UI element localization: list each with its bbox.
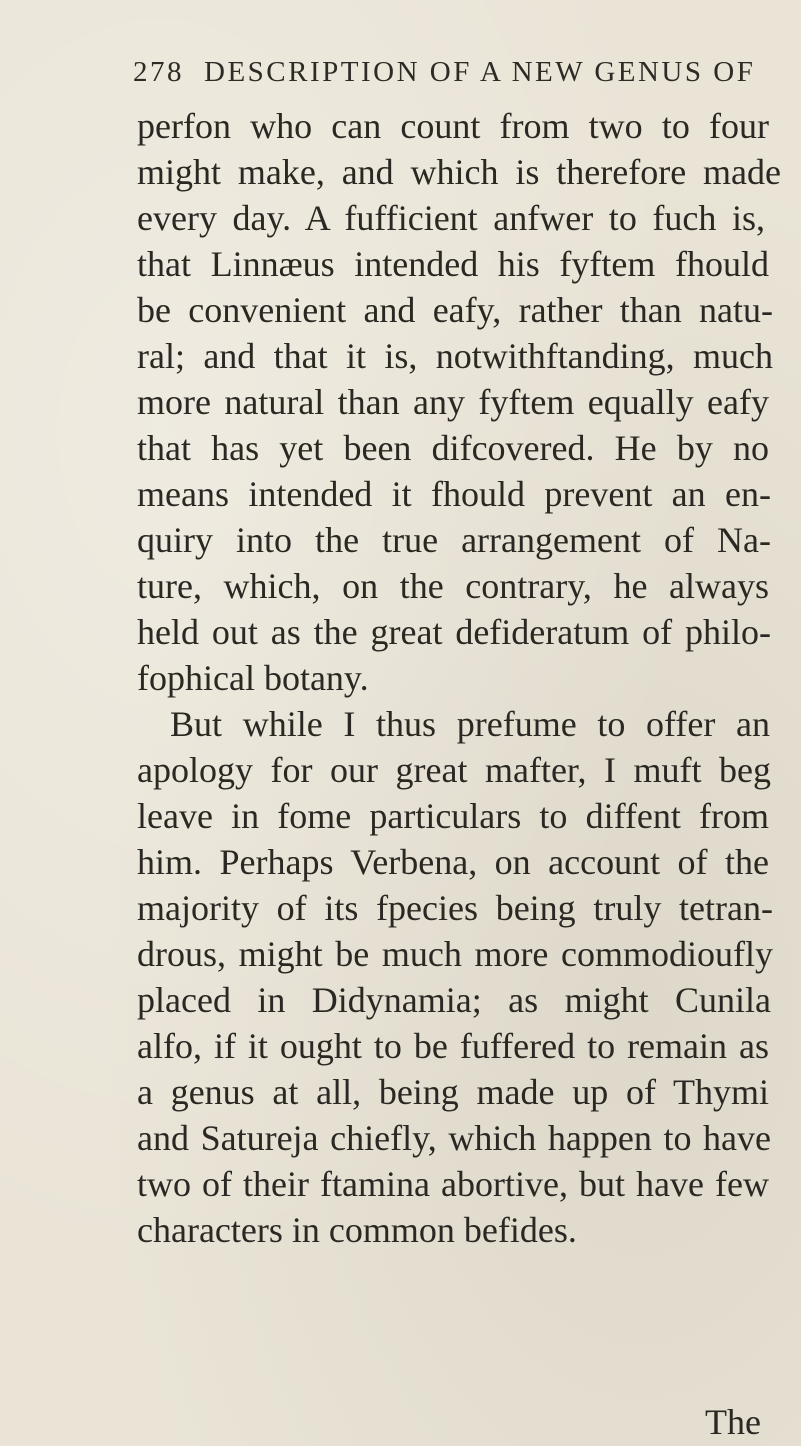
text-line: ture, which, on the contrary, he always: [137, 566, 769, 606]
text-line: every day. A fufficient anfwer to fuch is,: [137, 198, 765, 238]
text-line: perfon who can count from two to four: [137, 106, 769, 146]
text-line: that Linnæus intended his fyftem fhould: [137, 244, 769, 284]
text-line: placed in Didynamia; as might Cunila: [137, 980, 771, 1020]
text-line: held out as the great defideratum of philo-: [137, 612, 771, 652]
text-line: might make, and which is therefore made: [137, 152, 781, 192]
text-line: But while I thus prefume to offer an: [170, 704, 770, 744]
text-line: and Satureja chiefly, which happen to have: [137, 1118, 771, 1158]
text-line: characters in common befides.: [137, 1210, 577, 1250]
text-line: two of their ftamina abortive, but have few: [137, 1164, 769, 1204]
text-line: ral; and that it is, notwithftanding, much: [137, 336, 773, 376]
text-line: majority of its fpecies being truly tetran-: [137, 888, 773, 928]
text-line: him. Perhaps Verbena, on account of the: [137, 842, 769, 882]
text-line: be convenient and eafy, rather than natu-: [137, 290, 773, 330]
text-line: that has yet been difcovered. He by no: [137, 428, 769, 468]
running-title: DESCRIPTION OF A NEW GENUS OF: [204, 56, 756, 88]
text-line: a genus at all, being made up of Thymi: [137, 1072, 769, 1112]
text-line: more natural than any fyftem equally eafy: [137, 382, 769, 422]
text-line: alfo, if it ought to be fuffered to remain as: [137, 1026, 769, 1066]
catchword: The: [705, 1402, 761, 1442]
text-line: drous, might be much more commodioufly: [137, 934, 773, 974]
page-number: 278: [133, 56, 184, 88]
text-line: fophical botany.: [137, 658, 369, 698]
text-line: apology for our great mafter, I muft beg: [137, 750, 771, 790]
text-line: quiry into the true arrangement of Na-: [137, 520, 771, 560]
text-line: means intended it fhould prevent an en-: [137, 474, 771, 514]
text-line: leave in fome particulars to diffent from: [137, 796, 769, 836]
